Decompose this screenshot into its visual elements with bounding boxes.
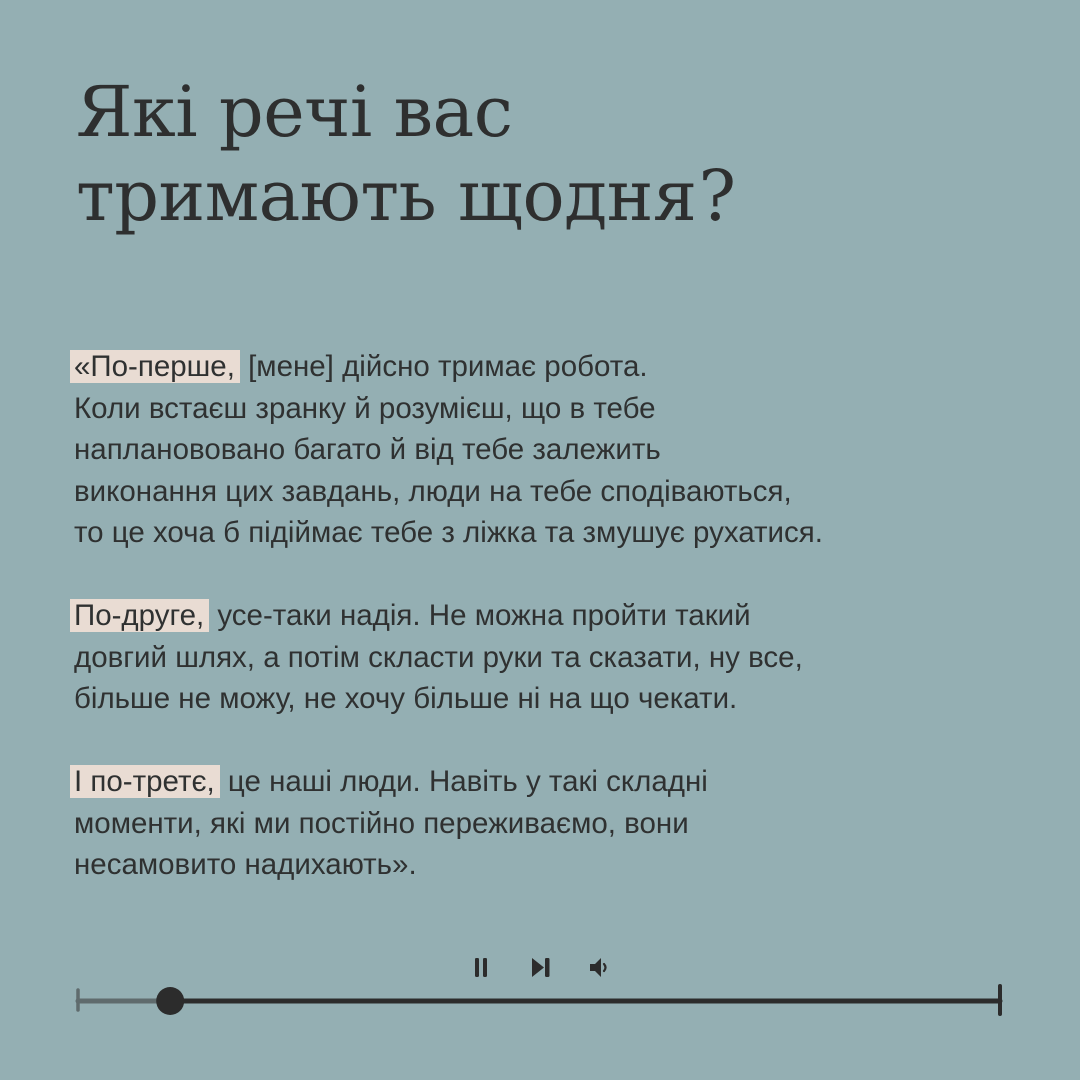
quote-paragraph-2	[74, 595, 1054, 720]
quote-line	[74, 346, 1054, 388]
quote-line	[74, 761, 1054, 803]
title-question-mark: ?	[698, 155, 736, 237]
highlight-first: «По-перше,	[70, 350, 240, 383]
quote-line: напланововано багато й від тебе залежить	[74, 433, 661, 466]
quote-text: [мене] дійсно тримає робота.	[239, 350, 648, 383]
title-line-2-text: тримають щодня	[76, 155, 697, 237]
quote-text: це наші люди. Навіть у такі складні	[219, 765, 708, 798]
quote-text: усе-таки надія. Не можна пройти такий	[209, 599, 751, 632]
title-line-1: Які речі вас	[76, 71, 513, 153]
quote-line: Коли встаєш зранку й розумієш, що в тебе	[74, 391, 656, 425]
quote-line: довгий шлях, а потім скласти руки та сказати, ну все,	[74, 640, 803, 674]
quote-block	[74, 346, 1054, 927]
quote-paragraph-1	[74, 346, 1054, 554]
quote-line	[74, 595, 1054, 637]
quote-paragraph-3	[74, 761, 1054, 886]
title-line-2	[76, 154, 736, 238]
progress-bar[interactable]	[70, 980, 1010, 1024]
page-title	[76, 70, 736, 238]
highlight-second: По-друге,	[70, 599, 209, 632]
highlight-third: І по-третє,	[70, 765, 220, 798]
quote-line: несамовито надихають».	[74, 848, 417, 881]
quote-line: виконання цих завдань, люди на тебе сподіваються,	[74, 474, 792, 508]
quote-line: то це хоча б підіймає тебе з ліжка та змушує рухатися.	[74, 516, 823, 549]
progress-knob[interactable]	[156, 987, 184, 1015]
quote-line: моменти, які ми постійно переживаємо, вони	[74, 806, 689, 840]
quote-line: більше не можу, не хочу більше ні на що чекати.	[74, 682, 738, 715]
